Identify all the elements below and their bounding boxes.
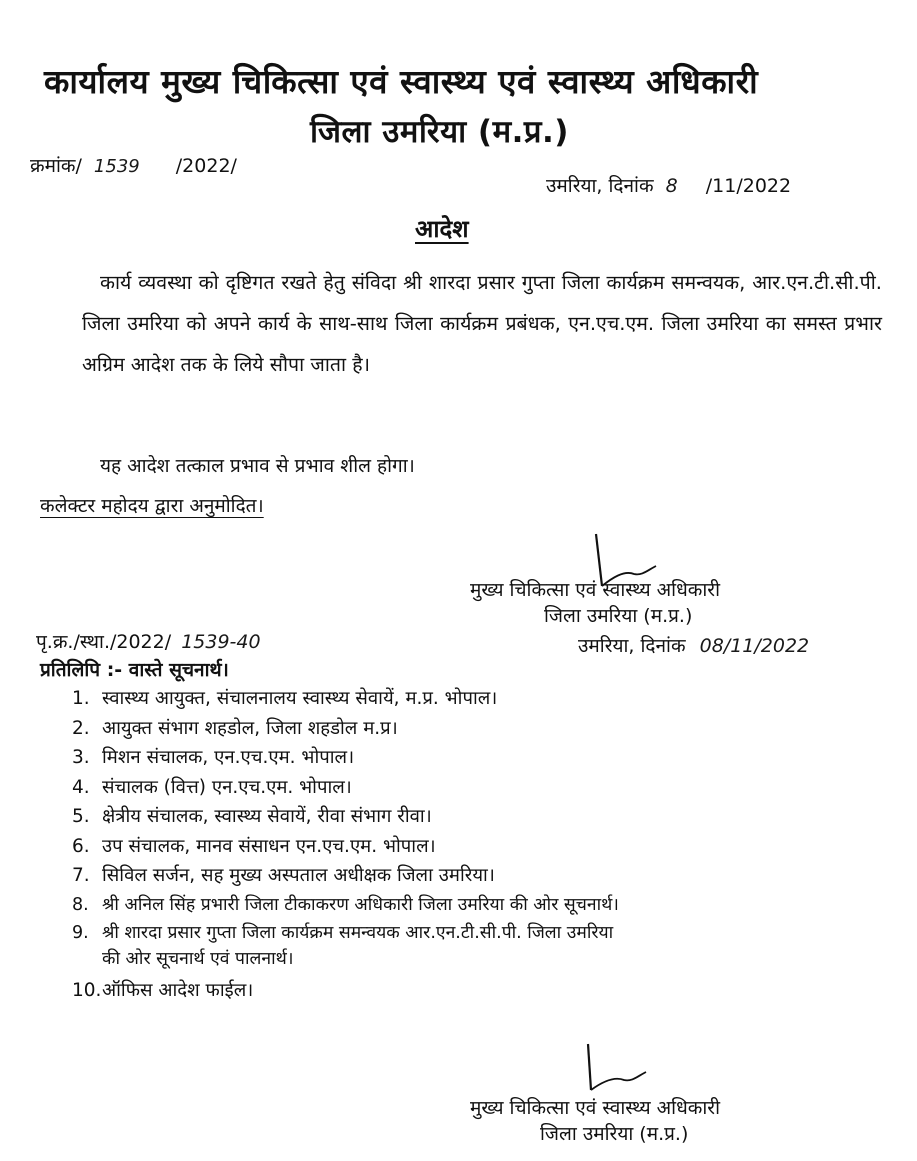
- list-item: [72, 802, 619, 832]
- list-number: 5.: [72, 806, 90, 827]
- list-text: ऑफिस आदेश फाईल।: [102, 980, 254, 1001]
- list-item: [72, 773, 619, 803]
- signature-1-designation: मुख्य चिकित्सा एवं स्वास्थ्य अधिकारी: [470, 579, 720, 601]
- date-rest: /11/2022: [705, 175, 792, 197]
- list-text: श्री अनिल सिंह प्रभारी जिला टीकाकरण अधिकारी जिला उमरिया की ओर सूचनार्थ।: [102, 894, 619, 915]
- signature-2-designation: मुख्य चिकित्सा एवं स्वास्थ्य अधिकारी: [470, 1097, 720, 1119]
- list-item: [72, 891, 619, 921]
- list-number: 2.: [72, 717, 90, 739]
- reference-label: क्रमांक/: [30, 155, 82, 177]
- signature-2-district: जिला उमरिया (म.प्र.): [540, 1123, 689, 1145]
- list-text: संचालक (वित्त) एन.एच.एम. भोपाल।: [102, 776, 352, 798]
- list-number: 1.: [72, 688, 90, 709]
- list-text: सिविल सर्जन, सह मुख्य अस्पताल अधीक्षक जिला उमरिया।: [102, 865, 495, 886]
- list-text: उप संचालक, मानव संसाधन एन.एच.एम. भोपाल।: [102, 835, 436, 857]
- list-item: [72, 684, 619, 714]
- list-item: [72, 743, 619, 773]
- list-number: 7.: [72, 865, 90, 886]
- order-heading: आदेश: [415, 215, 469, 243]
- reference-line: [30, 152, 237, 178]
- reference-number: 1539: [93, 156, 140, 177]
- signature-mark-2: [578, 1040, 658, 1095]
- district-title: जिला उमरिया (म.प्र.): [310, 114, 569, 150]
- list-text: क्षेत्रीय संचालक, स्वास्थ्य सेवायें, रीवा संभाग रीवा।: [102, 806, 432, 827]
- list-text: स्वास्थ्य आयुक्त, संचालनालय स्वास्थ्य सेवायें, म.प्र. भोपाल।: [102, 688, 498, 709]
- list-item: [72, 714, 619, 744]
- endorsement-ref: [36, 628, 261, 654]
- list-text: श्री शारदा प्रसार गुप्ता जिला कार्यक्रम समन्वयक आर.एन.टी.सी.पी. जिला उमरिया: [102, 923, 614, 943]
- endorsement-date-line: [578, 632, 809, 658]
- list-number: 9.: [72, 923, 89, 943]
- list-text-continued: की ओर सूचनार्थ एवं पालनार्थ।: [102, 949, 294, 969]
- order-paragraph: कार्य व्यवस्था को दृष्टिगत रखते हेतु संविदा श्री शारदा प्रसार गुप्ता जिला कार्यक्रम समन्वयक, आर.एन.टी.सी.पी. जिला उमरिया को अपने कार्य के साथ-साथ जिला कार्यक्रम प्रबंधक, एन.एच.एम. जिला उमरिया का समस्त प्रभार अग्रिम आदेश तक के लिये सौपा जाता है।: [82, 271, 882, 376]
- copies-list: [72, 684, 619, 1006]
- list-number: 6.: [72, 835, 90, 857]
- list-item: [72, 976, 619, 1006]
- endorsement-place-date: उमरिया, दिनांक: [578, 635, 686, 657]
- reference-year: /2022/: [175, 155, 237, 177]
- list-text: मिशन संचालक, एन.एच.एम. भोपाल।: [102, 747, 355, 768]
- effect-line: यह आदेश तत्काल प्रभाव से प्रभाव शील होगा।: [100, 455, 415, 477]
- date-day: 8: [665, 175, 678, 197]
- approval-line: कलेक्टर महोदय द्वारा अनुमोदित।: [40, 495, 264, 517]
- list-item: [72, 861, 619, 891]
- list-item: [72, 920, 619, 972]
- list-number: 8.: [72, 894, 89, 915]
- date-line: [546, 172, 791, 198]
- list-number: 10.: [72, 980, 102, 1001]
- list-text: आयुक्त संभाग शहडोल, जिला शहडोल म.प्र।: [102, 717, 398, 739]
- signature-1-district: जिला उमरिया (म.प्र.): [544, 605, 693, 627]
- office-title: कार्यालय मुख्य चिकित्सा एवं स्वास्थ्य एवं स्वास्थ्य अधिकारी: [44, 62, 759, 101]
- copy-label: प्रतिलिपि :- वास्ते सूचनार्थ।: [40, 659, 229, 681]
- list-number: 3.: [72, 747, 90, 768]
- list-item: [72, 832, 619, 862]
- list-number: 4.: [72, 776, 90, 798]
- date-place: उमरिया, दिनांक: [546, 175, 654, 197]
- endorsement-ref-label: पृ.क्र./स्था./2022/: [36, 631, 172, 653]
- endorsement-date-value: 08/11/2022: [699, 635, 810, 657]
- endorsement-ref-number: 1539-40: [181, 631, 261, 653]
